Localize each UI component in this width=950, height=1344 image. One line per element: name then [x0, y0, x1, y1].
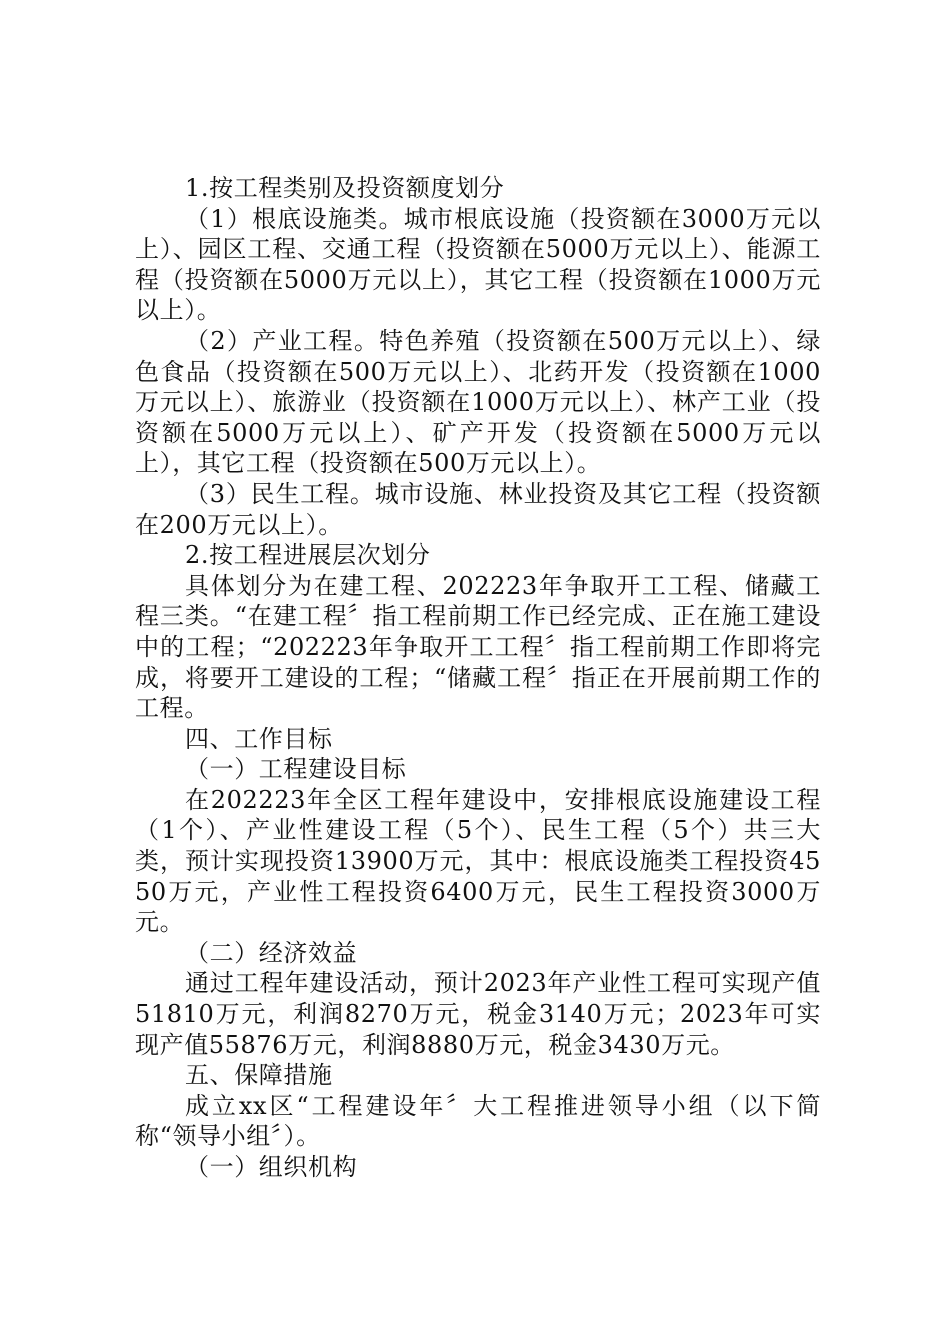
paragraph-livelihood-projects: （3）民生工程。城市设施、林业投资及其它工程（投资额在200万元以上）。: [135, 479, 821, 539]
heading-classification-by-category: 1.按工程类别及投资额度划分: [185, 174, 505, 202]
paragraph-construction-goals: 在202223年全区工程年建设中，安排根底设施建设工程（1个）、产业性建设工程（5个）、民生工程（5个）共三大类，预计实现投资13900万元，其中：根底设施类工程投资4550万元，产业性工程投资6400万元，民生工程投资3000万元。: [135, 785, 821, 937]
paragraph-economic-benefits: 通过工程年建设活动，预计2023年产业性工程可实现产值51810万元，利润8270万元，税金3140万元；2023年可实现产值55876万元，利润8880万元，税金3430万元。: [135, 969, 821, 1059]
document-body: [135, 173, 821, 1183]
paragraph-leadership-group: 成立xx区“工程建设年〞大工程推进领导小组（以下简称“领导小组〞）。: [135, 1091, 821, 1151]
subheading-economic-benefits: （二）经济效益: [185, 938, 358, 967]
section-heading-work-goals: 四、工作目标: [185, 724, 333, 753]
subheading-construction-goals: （一）工程建设目标: [185, 755, 407, 784]
heading-classification-by-progress: 2.按工程进展层次划分: [185, 541, 431, 570]
paragraph-infrastructure-projects: （1）根底设施类。城市根底设施（投资额在3000万元以上）、园区工程、交通工程（投资额在5000万元以上）、能源工程（投资额在5000万元以上），其它工程（投资额在1000万元以上）。: [135, 204, 821, 325]
section-heading-safeguards: 五、保障措施: [185, 1061, 333, 1090]
paragraph-progress-categories: 具体划分为在建工程、202223年争取开工工程、储藏工程三类。“在建工程〞指工程前期工作已经完成、正在施工建设中的工程；“202223年争取开工工程〞指工程前期工作即将完成，将要开工建设的工程；“储藏工程〞指正在开展前期工作的工程。: [135, 571, 821, 723]
subheading-organization: （一）组织机构: [185, 1153, 358, 1181]
paragraph-industry-projects: （2）产业工程。特色养殖（投资额在500万元以上）、绿色食品（投资额在500万元以上）、北药开发（投资额在1000万元以上）、旅游业（投资额在1000万元以上）、林产工业（投资额在5000万元以上）、矿产开发（投资额在5000万元以上），其它工程（投资额在500万元以上）。: [135, 326, 821, 478]
